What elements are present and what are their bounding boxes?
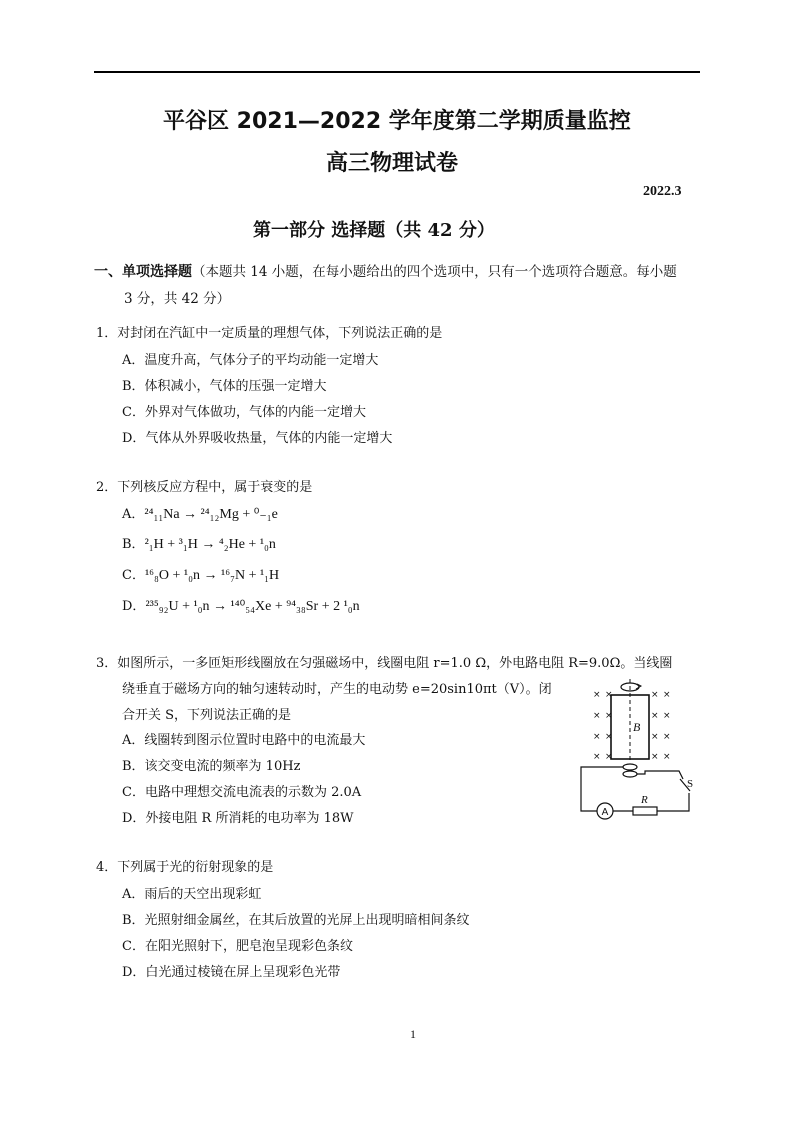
exam-title: 平谷区 2021—2022 学年度第二学期质量监控: [163, 109, 631, 134]
magnetic-field-crosses: [593, 690, 671, 762]
question-1-option-a: A．温度升高，气体分子的平均动能一定增大: [122, 353, 379, 368]
question-4-option-a: A．雨后的天空出现彩虹: [122, 887, 262, 902]
question-2-stem: 2．下列核反应方程中，属于衰变的是: [96, 480, 313, 495]
option-label: D．: [122, 599, 146, 614]
question-3-stem-line2: 绕垂直于磁场方向的轴匀速转动时，产生的电动势 e=20sin10πt（V）。闭: [122, 682, 552, 697]
option-label: B．: [122, 537, 145, 552]
question-4-stem: 4．下列属于光的衍射现象的是: [96, 860, 274, 875]
question-3-option-b: B．该交变电流的频率为 10Hz: [122, 759, 301, 774]
page-number: 1: [410, 1027, 416, 1041]
svg-text:×: ×: [593, 752, 601, 762]
svg-text:×: ×: [651, 752, 659, 762]
svg-text:×: ×: [605, 690, 613, 700]
question-3-option-d: D．外接电阻 R 所消耗的电功率为 18W: [122, 811, 354, 826]
exam-subtitle: 高三物理试卷: [326, 151, 459, 176]
section-instruction-cont: 3 分，共 42 分）: [124, 291, 231, 307]
question-3-stem-line3: 合开关 S，下列说法正确的是: [122, 708, 292, 723]
switch-label: S: [687, 778, 694, 790]
section-heading: [94, 260, 677, 281]
part-title: 第一部分 选择题（共 42 分）: [253, 220, 495, 241]
svg-text:×: ×: [605, 752, 613, 762]
question-1-stem: 1．对封闭在汽缸中一定质量的理想气体，下列说法正确的是: [96, 326, 443, 341]
field-label: B: [633, 720, 641, 734]
nuclear-equation: ²³⁵₉₂U + ¹₀n → ¹⁴⁰₅₄Xe + ⁹⁴₃₈Sr + 2 ¹₀n: [145, 599, 360, 614]
svg-text:×: ×: [651, 690, 659, 700]
ammeter-label: A: [601, 807, 609, 818]
circuit-wire: [637, 771, 683, 779]
section-instruction: （本题共 14 小题，在每小题给出的四个选项中，只有一个选项符合题意。每小题: [192, 264, 677, 280]
nuclear-equation: ¹⁶₈O + ¹₀n → ¹⁶₇N + ¹₁H: [144, 568, 280, 583]
slip-ring: [623, 771, 637, 777]
question-3-stem-line1: 3．如图所示，一多匝矩形线圈放在匀强磁场中，线圈电阻 r=1.0 Ω，外电路电阻 R=9.0Ω。当线圈: [96, 656, 673, 671]
question-4-option-d: D．白光通过棱镜在屏上呈现彩色光带: [122, 965, 341, 980]
resistor-label: R: [641, 794, 648, 806]
question-3-option-c: C．电路中理想交流电流表的示数为 2.0A: [122, 785, 362, 800]
slip-ring: [623, 764, 637, 770]
question-4-option-c: C．在阳光照射下，肥皂泡呈现彩色条纹: [122, 939, 353, 954]
svg-text:×: ×: [651, 711, 659, 721]
svg-text:×: ×: [651, 732, 659, 742]
svg-text:×: ×: [605, 732, 613, 742]
question-1-option-d: D．气体从外界吸收热量，气体的内能一定增大: [122, 431, 393, 446]
header-rule: [94, 71, 700, 73]
nuclear-equation: ²₁H + ³₁H → ⁴₂He + ¹₀n: [144, 537, 276, 552]
question-4-option-b: B．光照射细金属丝，在其后放置的光屏上出现明暗相间条纹: [122, 913, 470, 928]
svg-text:×: ×: [593, 732, 601, 742]
option-label: C．: [122, 568, 145, 583]
svg-text:×: ×: [593, 690, 601, 700]
svg-text:×: ×: [663, 711, 671, 721]
question-2-option-a: [122, 503, 278, 523]
question-1-option-c: C．外界对气体做功，气体的内能一定增大: [122, 405, 366, 420]
svg-text:×: ×: [593, 711, 601, 721]
svg-text:×: ×: [663, 752, 671, 762]
question-3-option-a: A．线圈转到图示位置时电路中的电流最大: [122, 733, 366, 748]
question-2-option-b: [122, 533, 276, 553]
coil-circuit-diagram: [575, 675, 705, 825]
option-label: A．: [122, 507, 145, 522]
section-label: 一、单项选择题: [94, 264, 192, 280]
nuclear-equation: ²⁴₁₁Na → ²⁴₁₂Mg + ⁰₋₁e: [144, 507, 278, 522]
exam-date: 2022.3: [643, 184, 682, 199]
circuit-wire: [657, 793, 689, 811]
svg-text:×: ×: [605, 711, 613, 721]
svg-text:×: ×: [663, 732, 671, 742]
question-1-option-b: B．体积减小，气体的压强一定增大: [122, 379, 327, 394]
svg-text:×: ×: [663, 690, 671, 700]
question-2-option-c: [122, 564, 279, 584]
question-2-option-d: [122, 595, 360, 615]
resistor: [633, 807, 657, 815]
